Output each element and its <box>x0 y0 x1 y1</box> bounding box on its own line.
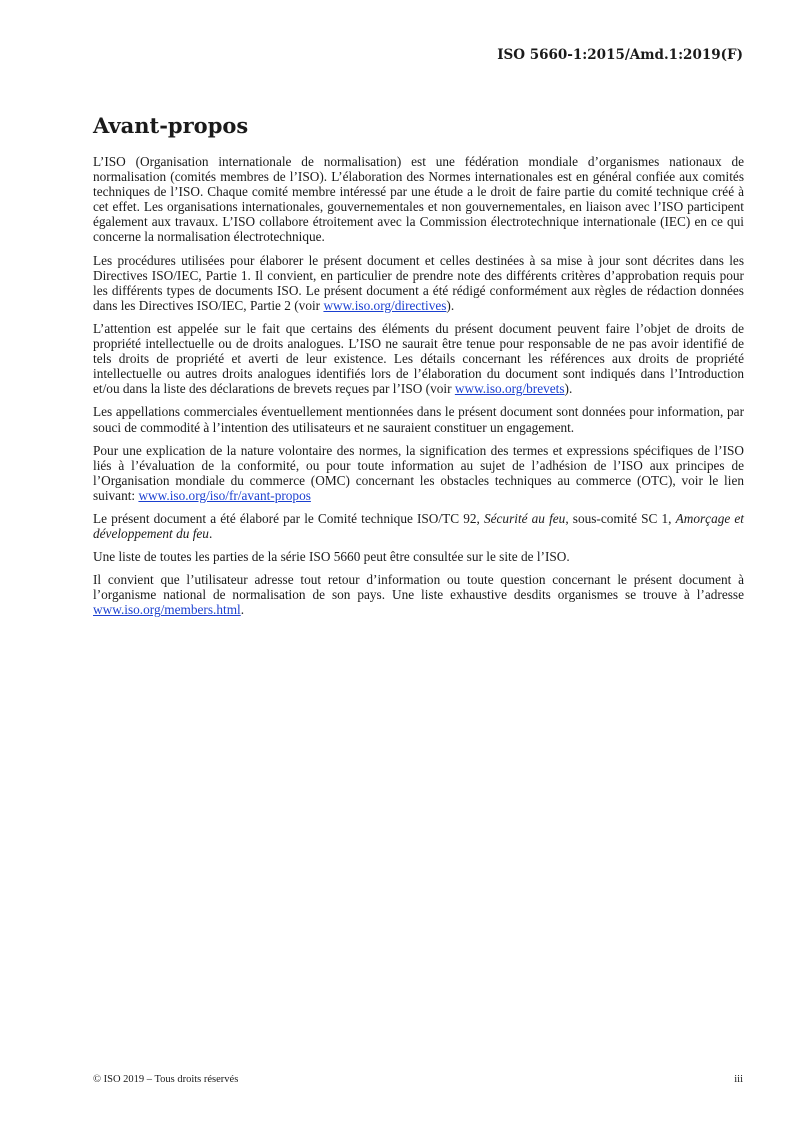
paragraph-text: Les appellations commerciales éventuellement mentionnées dans le présent document sont données pour information, par souci de commodité à l’intention des utilisateurs et ne sauraient constituer un engagement. <box>93 404 744 435</box>
page-number: iii <box>734 1074 743 1085</box>
paragraph-text: Les procédures utilisées pour élaborer le présent document et celles destinées à sa mise à jour sont décrites dans les Directives ISO/IEC, Partie 1. Il convient, en particulier de prendre note des différents critères d’approbation requis pour les différents types de documents ISO. Le présent document a été rédigé conformément aux règles de rédaction données dans les Directives ISO/IEC, Partie 2 (voir <box>93 252 744 313</box>
paragraph-text: Le présent document a été élaboré par le Comité technique ISO/TC 92, <box>93 510 484 526</box>
paragraph-text-end: ). <box>564 381 573 397</box>
paragraph-committee <box>93 511 744 541</box>
paragraph-iso-intro <box>93 154 744 245</box>
paragraph-text: Une liste de toutes les parties de la série ISO 5660 peut être consultée sur le site de l’ISO. <box>93 549 570 565</box>
paragraph-procedures <box>93 253 744 313</box>
directives-link[interactable]: www.iso.org/directives <box>323 297 447 313</box>
paragraph-text-mid: , sous-comité SC 1, <box>565 510 676 526</box>
patents-link[interactable]: www.iso.org/brevets <box>454 381 565 397</box>
foreword-body <box>93 154 744 626</box>
paragraph-text-end: . <box>208 526 213 542</box>
paragraph-series-list <box>93 549 744 564</box>
paragraph-text: Il convient que l’utilisateur adresse tout retour d’information ou toute question concernant le présent document à l’organisme national de normalisation de son pays. Une liste exhaustive desdits organismes se trouve à l’adresse <box>93 572 744 603</box>
paragraph-patents <box>93 321 744 396</box>
members-link[interactable]: www.iso.org/members.html <box>93 602 241 618</box>
paragraph-text: Pour une explication de la nature volontaire des normes, la signification des termes et expressions spécifiques de l’ISO liés à l’évaluation de la conformité, ou pour toute information au sujet de l’adhésion de l’ISO aux principes de l’Organisation mondiale du commerce (OMC) concernant les obstacles techniques au commerce (OTC), voir le lien suivant: <box>93 442 744 503</box>
paragraph-text-end: . <box>240 602 245 618</box>
subcommittee-title: Amorçage et développement du feu <box>93 510 744 542</box>
paragraph-feedback <box>93 572 744 617</box>
copyright-notice: © ISO 2019 – Tous droits réservés <box>93 1074 239 1085</box>
paragraph-text: L’attention est appelée sur le fait que certains des éléments du présent document peuvent faire l’objet de droits de propriété intellectuelle ou de droits analogues. L’ISO ne saurait être tenue pour responsable de ne pas avoir identifié de tels droits de propriété et averti de leur existence. Les détails concernant les références aux droits de propriété intellectuelle ou autres droits analogues identifiés lors de l’élaboration du document sont indiqués dans l’Introduction et/ou dans la liste des déclarations de brevets reçues par l’ISO (voir <box>93 320 744 397</box>
page-title: Avant-propos <box>93 113 249 138</box>
paragraph-text-end: ). <box>446 297 455 313</box>
foreword-link[interactable]: www.iso.org/iso/fr/avant-propos <box>138 487 311 503</box>
paragraph-voluntary-nature <box>93 443 744 503</box>
paragraph-trade-names <box>93 404 744 434</box>
paragraph-text: L’ISO (Organisation internationale de normalisation) est une fédération mondiale d’organismes nationaux de normalisation (comités membres de l’ISO). L’élaboration des Normes internationales est en général confiée aux comités techniques de l’ISO. Chaque comité membre intéressé par une étude a le droit de faire partie du comité technique créé à cet effet. Les organisations internationales, gouvernementales et non gouvernementales, en liaison avec l’ISO participent également aux travaux. L’ISO collabore étroitement avec la Commission électrotechnique internationale (IEC) en ce qui concerne la normalisation électrotechnique. <box>93 154 744 245</box>
committee-title: Sécurité au feu <box>483 510 566 526</box>
document-reference: ISO 5660-1:2015/Amd.1:2019(F) <box>497 47 743 63</box>
